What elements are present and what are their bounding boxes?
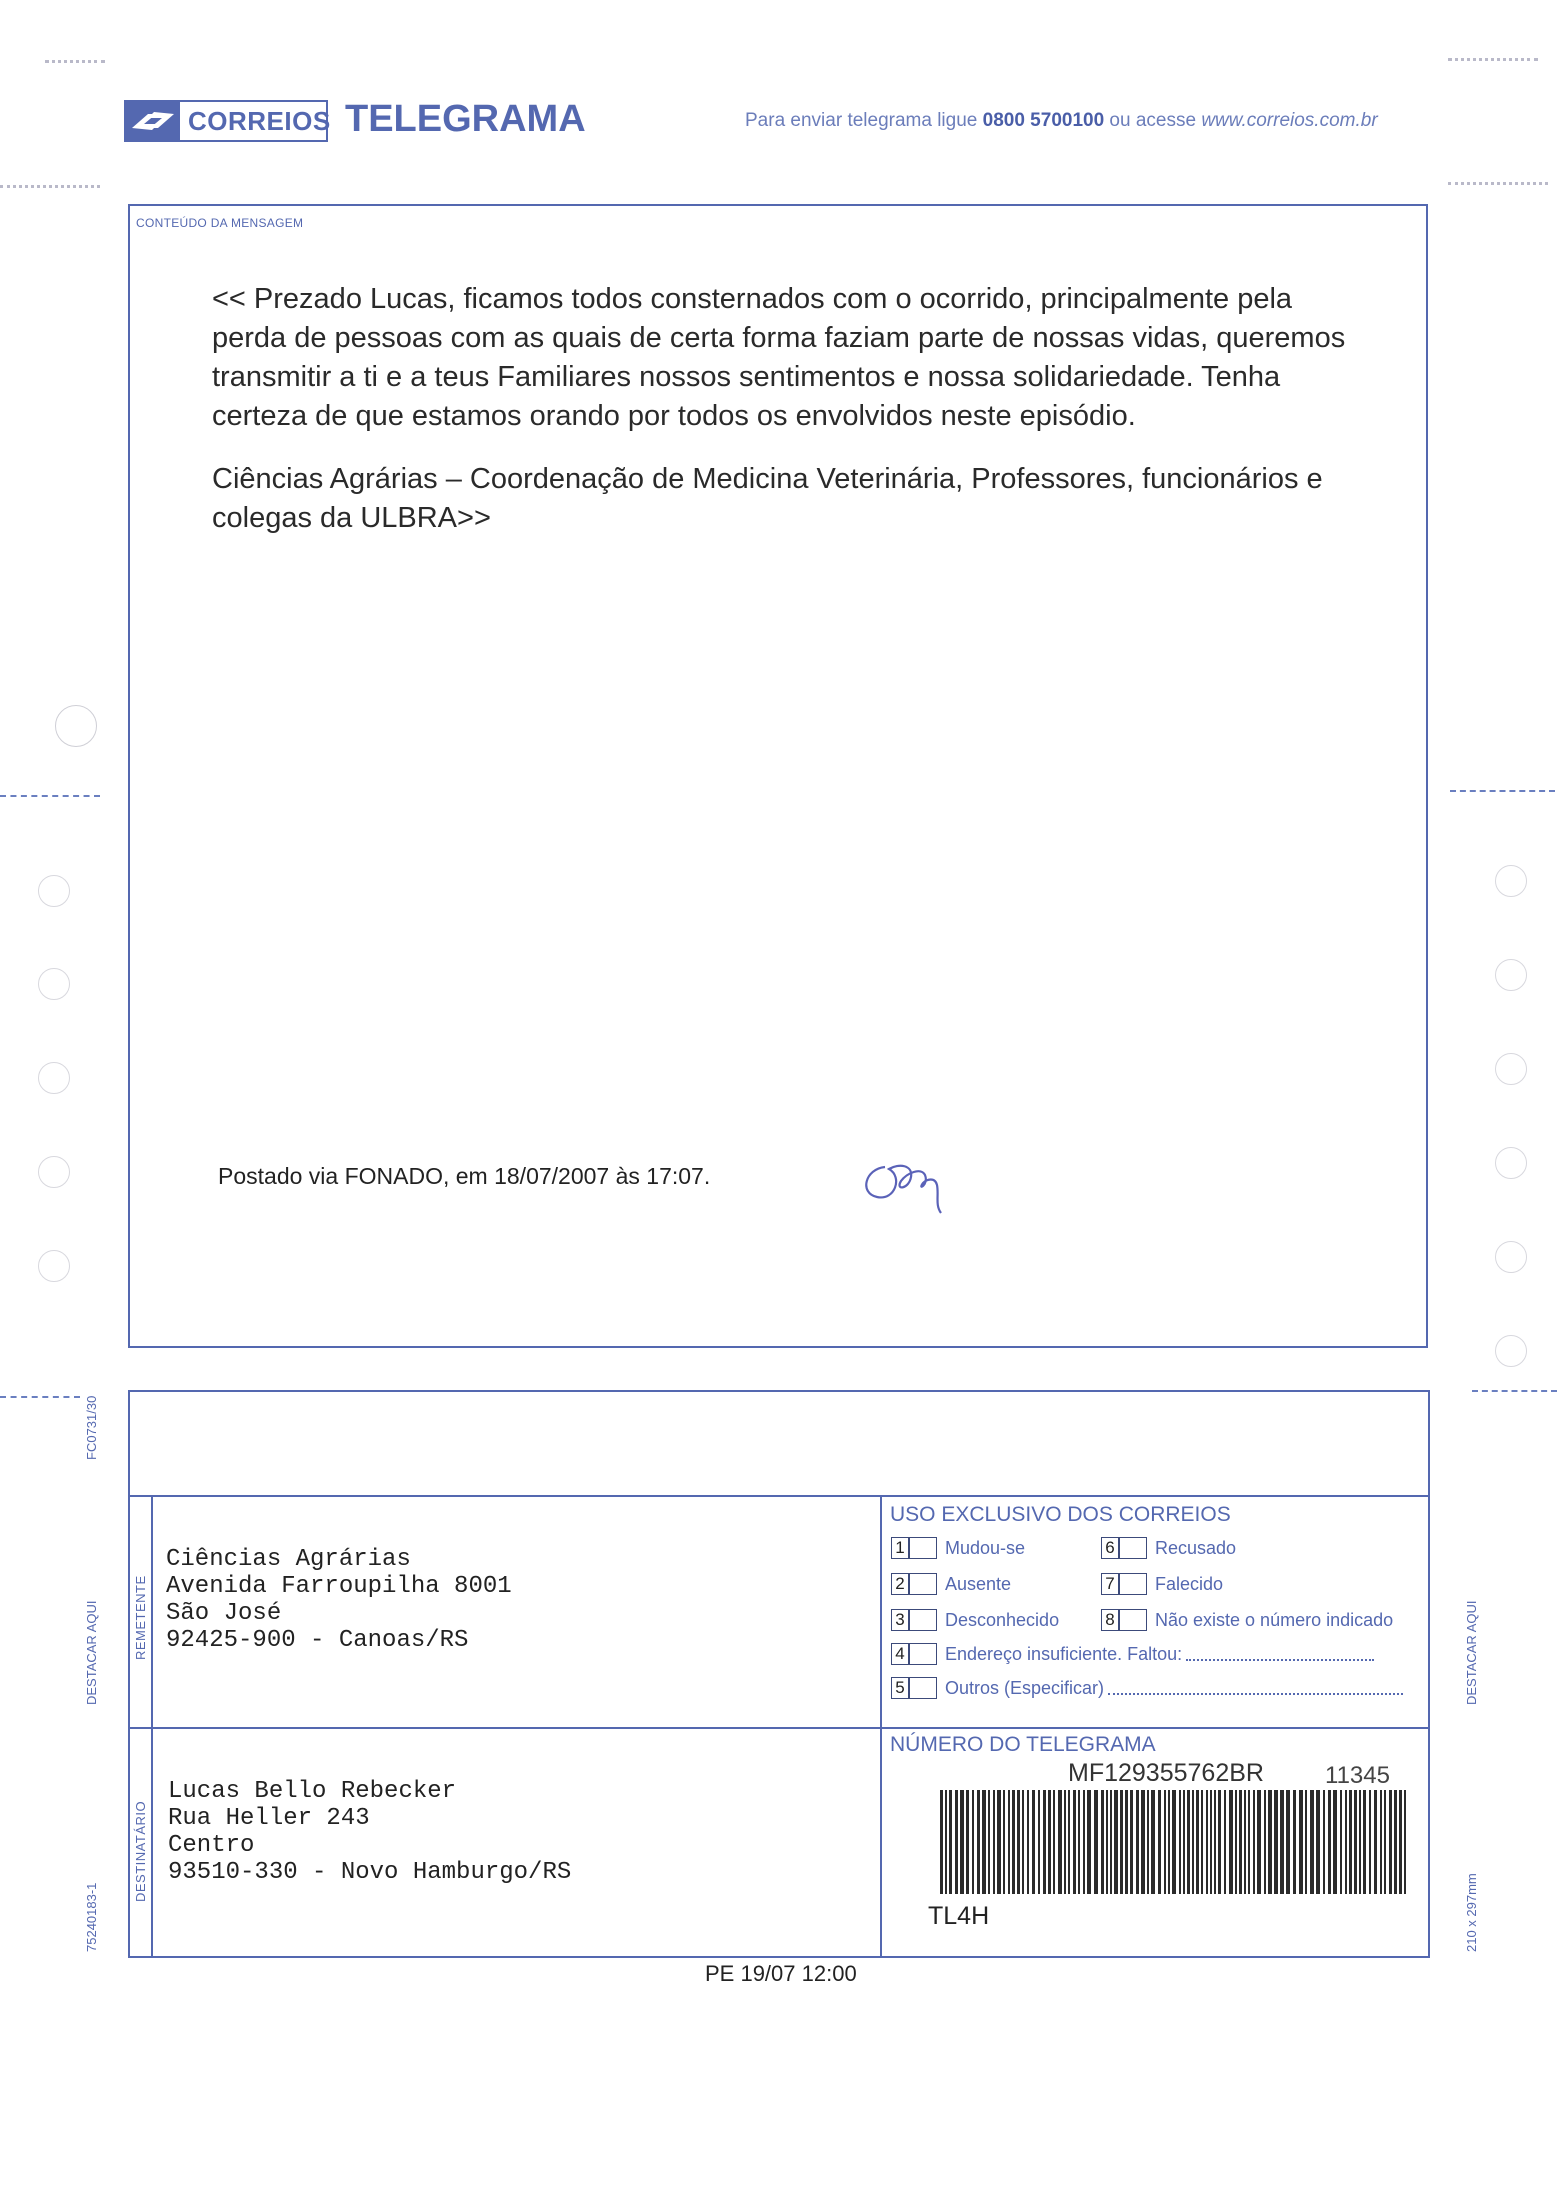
barcode-bar [1087, 1790, 1091, 1894]
route-code: TL4H [928, 1902, 990, 1930]
sender-line: Ciências Agrárias [166, 1546, 411, 1573]
right-tear-line-top [1450, 790, 1555, 792]
message-label: CONTEÚDO DA MENSAGEM [136, 216, 304, 230]
barcode-bar [1333, 1790, 1337, 1894]
correios-logo [124, 100, 331, 142]
sender-line: Avenida Farroupilha 8001 [166, 1573, 512, 1600]
message-signature: Ciências Agrárias – Coordenação de Medicina Veterinária, Professores, funcionários e colegas da ULBRA>> [212, 463, 1323, 534]
feed-hole [1495, 1335, 1527, 1367]
left-tear-line-bottom [0, 1396, 80, 1398]
barcode-bar [1164, 1790, 1166, 1894]
option-unknown: 3 Desconhecido [891, 1609, 1059, 1631]
serial-number-label: 75240183-1 [84, 1882, 99, 1952]
barcode-bar [1058, 1790, 1062, 1894]
sender-line: 92425-900 - Canoas/RS [166, 1627, 469, 1654]
feed-hole [38, 968, 70, 1000]
fill-line [1108, 1681, 1403, 1695]
barcode-bar [1399, 1790, 1402, 1894]
contact-prefix: Para enviar telegrama ligue [745, 110, 983, 131]
feed-hole [38, 1250, 70, 1282]
barcode-bar [1201, 1790, 1203, 1894]
barcode-bar [1158, 1790, 1161, 1894]
barcode-bar [1064, 1790, 1066, 1894]
document-title: TELEGRAMA [345, 98, 586, 140]
option-checkbox[interactable] [1119, 1573, 1147, 1595]
contact-line [745, 110, 1378, 132]
recipient-line: 93510-330 - Novo Hamburgo/RS [168, 1859, 572, 1886]
option-absent: 2 Ausente [891, 1573, 1011, 1595]
feed-hole [1495, 865, 1527, 897]
barcode-bar [1053, 1790, 1055, 1894]
barcode-bar [997, 1790, 1001, 1894]
recipient-line: Rua Heller 243 [168, 1805, 370, 1832]
feed-hole [38, 875, 70, 907]
address-divider-top [128, 1495, 1430, 1497]
barcode-bar [1172, 1790, 1176, 1894]
barcode-bar [1032, 1790, 1035, 1894]
barcode-bar [988, 1790, 990, 1894]
barcode-bar [1354, 1790, 1357, 1894]
barcode-bar [1022, 1790, 1024, 1894]
barcode-bar [1120, 1790, 1123, 1894]
barcode-bar [1196, 1790, 1199, 1894]
recipient-line: Centro [168, 1832, 255, 1859]
feed-hole [38, 1062, 70, 1094]
feed-hole [1495, 1241, 1527, 1273]
barcode-bar [1179, 1790, 1181, 1894]
barcode-bar [1389, 1790, 1392, 1894]
barcode-bar [1239, 1790, 1242, 1894]
detach-here-right: DESTACAR AQUI [1464, 1600, 1479, 1705]
barcode-bar [945, 1790, 947, 1894]
barcode-bar [1017, 1790, 1020, 1894]
telegram-code: 11345 [1325, 1762, 1390, 1789]
feed-hole [38, 1156, 70, 1188]
message-paragraph: << Prezado Lucas, ficamos todos consternados com o ocorrido, principalmente pela perda de pessoas com as quais de certa forma faziam parte de nossas vidas, queremos transmitir a ti e a teus Familiares nossos sentimentos e nossa solidariedade. Tenha certeza de que estamos orando por todos os envolvidos neste episódio. [212, 283, 1346, 432]
sender-line: São José [166, 1600, 282, 1627]
contact-mid: ou acesse [1104, 110, 1202, 131]
barcode-bar [1106, 1790, 1108, 1894]
option-deceased: 7 Falecido [1101, 1573, 1223, 1595]
barcode-bar [1305, 1790, 1307, 1894]
left-perforation [0, 185, 100, 188]
barcode-bar [949, 1790, 952, 1894]
paper-size-label: 210 x 297mm [1464, 1873, 1479, 1952]
telegram-number-heading: NÚMERO DO TELEGRAMA [890, 1733, 1156, 1756]
barcode-bar [1264, 1790, 1266, 1894]
barcode-bar [1214, 1790, 1216, 1894]
barcode-bar [1094, 1790, 1098, 1894]
fill-line [1186, 1647, 1374, 1661]
barcode-bar [1110, 1790, 1112, 1894]
barcode-bar [1147, 1790, 1149, 1894]
barcode-bar [1183, 1790, 1185, 1894]
barcode-bar [1349, 1790, 1352, 1894]
barcode-bar [1130, 1790, 1133, 1894]
barcode-bar [1369, 1790, 1371, 1894]
top-right-perforation [1448, 58, 1538, 61]
barcode-bar [1003, 1790, 1005, 1894]
barcode-bar [1268, 1790, 1272, 1894]
recipient-address [168, 1778, 571, 1886]
barcode-bar [1048, 1790, 1051, 1894]
recipient-line: Lucas Bello Rebecker [168, 1778, 457, 1805]
barcode-bar [977, 1790, 980, 1894]
barcode-bar [940, 1790, 943, 1894]
recipient-label: DESTINATÁRIO [133, 1800, 148, 1902]
barcode-bar [1310, 1790, 1314, 1894]
barcode-bar [1206, 1790, 1208, 1894]
barcode-bar [1359, 1790, 1361, 1894]
barcode-bar [1316, 1790, 1320, 1894]
option-checkbox[interactable] [1119, 1537, 1147, 1559]
barcode-bar [1125, 1790, 1128, 1894]
delivery-stamp: PE 19/07 12:00 [705, 1961, 857, 1986]
barcode-bar [1027, 1790, 1029, 1894]
message-body [212, 280, 1362, 562]
barcode-bar [1280, 1790, 1284, 1894]
barcode-bar [1101, 1790, 1104, 1894]
barcode-bar [1224, 1790, 1226, 1894]
option-checkbox[interactable] [909, 1537, 937, 1559]
option-checkbox[interactable] [909, 1609, 937, 1631]
option-checkbox[interactable] [909, 1677, 937, 1699]
barcode-bar [1328, 1790, 1331, 1894]
barcode-bar [1380, 1790, 1382, 1894]
option-refused: 6 Recusado [1101, 1537, 1236, 1559]
barcode-bar [1404, 1790, 1406, 1894]
barcode-bar [1078, 1790, 1080, 1894]
barcode-bar [1008, 1790, 1010, 1894]
contact-site: www.correios.com.br [1201, 110, 1378, 131]
barcode-bar [955, 1790, 958, 1894]
sender-address [166, 1546, 512, 1654]
barcode-bar [1299, 1790, 1303, 1894]
barcode-bar [1244, 1790, 1246, 1894]
barcode-bar [1038, 1790, 1040, 1894]
option-other: 5 Outros (Especificar) [891, 1677, 1403, 1699]
address-divider-middle [128, 1727, 1430, 1729]
barcode-bar [1235, 1790, 1237, 1894]
barcode-bar [1192, 1790, 1194, 1894]
posted-line: Postado via FONADO, em 18/07/2007 às 17:07. [218, 1163, 711, 1189]
barcode-bar [1229, 1790, 1233, 1894]
detach-here-left: DESTACAR AQUI [84, 1600, 99, 1705]
barcode-bar [1043, 1790, 1046, 1894]
barcode-bar [1248, 1790, 1250, 1894]
barcode-bar [972, 1790, 974, 1894]
right-perforation [1448, 182, 1548, 185]
correios-use-heading: USO EXCLUSIVO DOS CORREIOS [890, 1503, 1231, 1526]
barcode-bar [1293, 1790, 1296, 1894]
barcode-bar [1187, 1790, 1190, 1894]
barcode-bar [1340, 1790, 1342, 1894]
barcode-bar [1073, 1790, 1076, 1894]
barcode-bar [1384, 1790, 1386, 1894]
handwritten-initials [855, 1155, 975, 1225]
barcode-bar [1394, 1790, 1397, 1894]
barcode [940, 1790, 1410, 1894]
barcode-bar [982, 1790, 986, 1894]
option-checkbox[interactable] [909, 1643, 937, 1665]
telegram-number: MF129355762BR [1068, 1759, 1264, 1787]
option-checkbox[interactable] [909, 1573, 937, 1595]
sender-label: REMETENTE [133, 1575, 148, 1660]
barcode-bar [1151, 1790, 1155, 1894]
right-tear-line-bottom [1472, 1390, 1557, 1392]
correios-column-divider [880, 1495, 882, 1956]
barcode-bar [1012, 1790, 1015, 1894]
barcode-bar [1374, 1790, 1377, 1894]
barcode-bar [1114, 1790, 1118, 1894]
feed-hole [1495, 959, 1527, 991]
barcode-bar [1363, 1790, 1366, 1894]
barcode-bar [1068, 1790, 1070, 1894]
form-code-label: FC0731/30 [84, 1395, 99, 1460]
feed-hole [1495, 1147, 1527, 1179]
label-column-divider [151, 1495, 153, 1956]
barcode-bar [1274, 1790, 1278, 1894]
left-tear-line-top [0, 795, 100, 797]
contact-phone: 0800 5700100 [982, 110, 1105, 131]
barcode-bar [1218, 1790, 1221, 1894]
correios-logo-icon [126, 102, 180, 140]
option-checkbox[interactable] [1119, 1609, 1147, 1631]
barcode-bar [1253, 1790, 1255, 1894]
barcode-bar [1345, 1790, 1347, 1894]
option-insufficient-address: 4 Endereço insuficiente. Faltou: [891, 1643, 1374, 1665]
option-moved: 1 Mudou-se [891, 1537, 1025, 1559]
barcode-bar [1141, 1790, 1145, 1894]
barcode-bar [966, 1790, 969, 1894]
barcode-bar [1286, 1790, 1290, 1894]
top-left-perforation [45, 60, 105, 63]
barcode-bar [1257, 1790, 1261, 1894]
feed-hole [1495, 1053, 1527, 1085]
barcode-bar [1210, 1790, 1212, 1894]
option-number-missing: 8 Não existe o número indicado [1101, 1609, 1393, 1631]
barcode-bar [1083, 1790, 1085, 1894]
logo-wordmark: CORREIOS [188, 105, 331, 136]
barcode-bar [1168, 1790, 1170, 1894]
barcode-bar [960, 1790, 964, 1894]
barcode-bar [1136, 1790, 1139, 1894]
feed-hole [55, 705, 97, 747]
barcode-bar [993, 1790, 995, 1894]
barcode-bar [1323, 1790, 1325, 1894]
